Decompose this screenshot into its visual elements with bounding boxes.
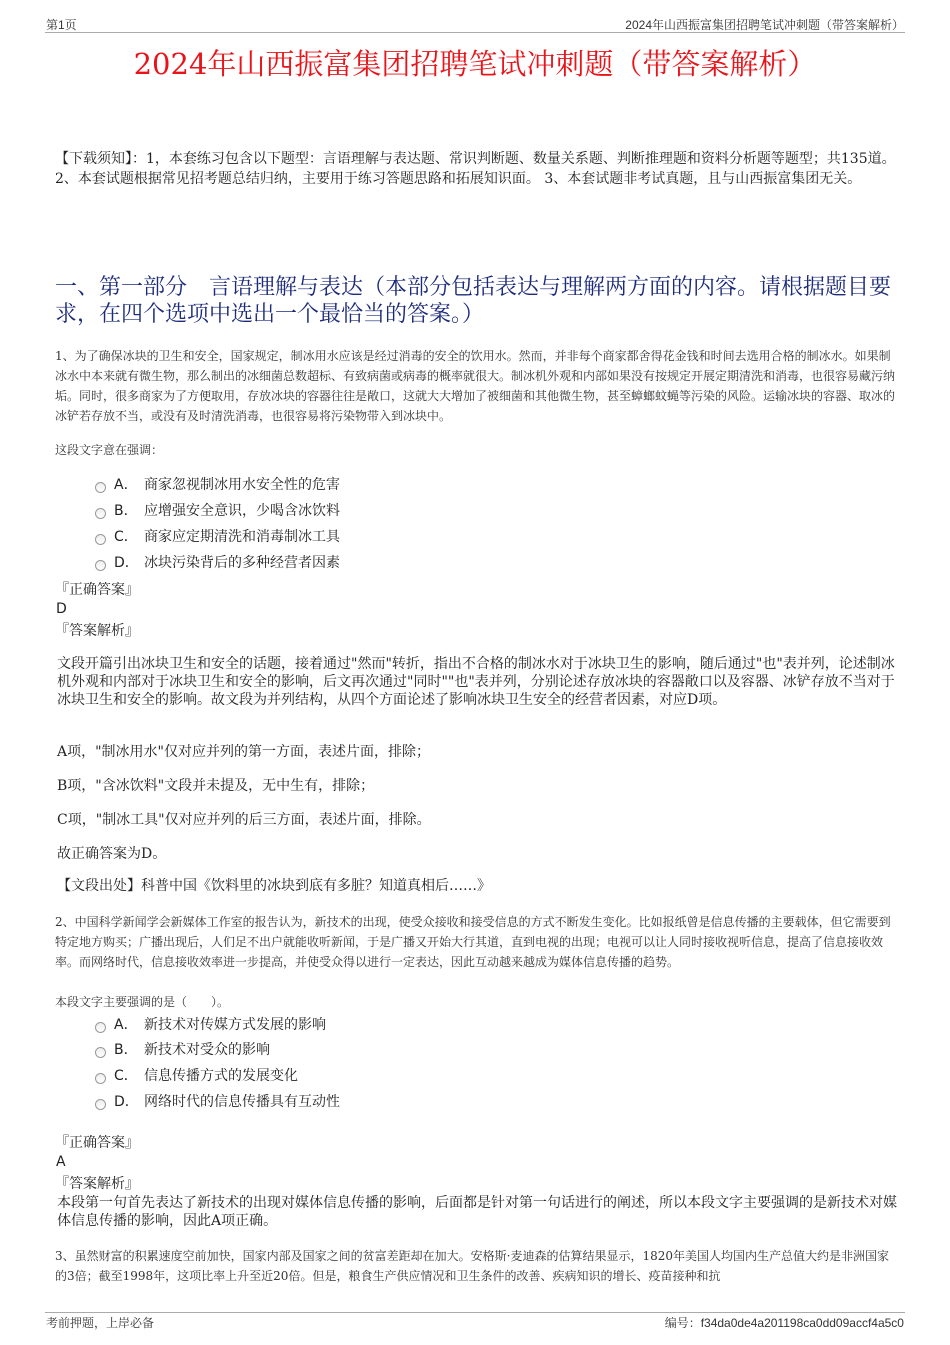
- q2-option-a[interactable]: A． 新技术对传媒方式发展的影响: [95, 1015, 326, 1035]
- radio-icon[interactable]: [95, 1073, 106, 1084]
- header-divider: [45, 32, 905, 33]
- q1-option-d[interactable]: D． 冰块污染背后的多种经营者因素: [95, 553, 340, 573]
- q2-option-c[interactable]: C． 信息传播方式的发展变化: [95, 1066, 298, 1086]
- q1-answer-heading: 『正确答案』: [55, 582, 139, 598]
- page-title: 2024年山西振富集团招聘笔试冲刺题（带答案解析）: [133, 47, 817, 81]
- radio-icon[interactable]: [95, 1099, 106, 1110]
- q1-note-a: A项，"制冰用水"仅对应并列的第一方面，表述片面，排除；: [57, 744, 430, 760]
- q1-answer: D: [56, 601, 67, 617]
- q1-note-b: B项，"含冰饮料"文段并未提及，无中生有，排除；: [57, 778, 375, 794]
- q2-answer-heading: 『正确答案』: [55, 1135, 139, 1151]
- radio-icon[interactable]: [95, 508, 106, 519]
- q2-analysis-heading: 『答案解析』: [55, 1176, 139, 1192]
- radio-icon[interactable]: [95, 560, 106, 571]
- footer-divider: [45, 1312, 905, 1313]
- q2-option-d[interactable]: D． 网络时代的信息传播具有互动性: [95, 1092, 340, 1112]
- radio-icon[interactable]: [95, 1022, 106, 1033]
- q2-answer: A: [56, 1154, 66, 1170]
- q1-analysis: 文段开篇引出冰块卫生和安全的话题，接着通过"然而"转折，指出不合格的制冰水对于冰块卫生的影响，随后通过"也"表并列，论述制冰机外观和内部对于冰块卫生和安全的影响，后文再次通过"同时""也"表并列，分别论述存放冰块的容器敞口以及容器、冰铲存放不当对于冰块卫生和安全的影响。故文段为并列结构，从四个方面论述了影响冰块卫生安全的经营者因素，对应D项。: [57, 656, 895, 708]
- q1-analysis-heading: 『答案解析』: [55, 623, 139, 639]
- q1-source: 【文段出处】科普中国《饮料里的冰块到底有多脏？知道真相后……》: [57, 878, 491, 894]
- page-number: 第1页: [46, 18, 77, 32]
- header-doc-title: 2024年山西振富集团招聘笔试冲刺题（带答案解析）: [625, 18, 904, 32]
- section-heading: 一、第一部分 言语理解与表达（本部分包括表达与理解两方面的内容。请根据题目要求，在四个选项中选出一个最恰当的答案。）: [55, 275, 892, 327]
- document-code: 编号：f34da0de4a201198ca0dd09accf4a5c0: [664, 1316, 904, 1330]
- question-2-stem: 2、中国科学新闻学会新媒体工作室的报告认为，新技术的出现，使受众接收和接受信息的方式不断发生变化。比如报纸曾是信息传播的主要载体，但它需要到特定地方购买；广播出现后，人们足不出户就能收听新闻，于是广播又开始大行其道，直到电视的出现；电视可以让人同时接收视听信息，提高了信息接收效率。而网络时代，信息接收效率进一步提高，并使受众得以进行一定表达，因此互动越来越成为媒体信息传播的趋势。: [55, 915, 891, 969]
- q1-option-a[interactable]: A． 商家忽视制冰用水安全性的危害: [95, 475, 340, 495]
- q1-note-c: C项，"制冰工具"仅对应并列的后三方面，表述片面，排除。: [57, 812, 431, 828]
- footer-slogan: 考前押题，上岸必备: [46, 1316, 155, 1330]
- q2-option-b[interactable]: B． 新技术对受众的影响: [95, 1040, 270, 1060]
- question-2-prompt: 本段文字主要强调的是（ ）。: [55, 995, 230, 1009]
- radio-icon[interactable]: [95, 534, 106, 545]
- download-notice: 【下载须知】：1，本套练习包含以下题型：言语理解与表达题、常识判断题、数量关系题、判断推理题和资料分析题等题型；共135道。2、本套试题根据常见招考题总结归纳，主要用于练习答题思路和拓展知识面。 3、本套试题非考试真题，且与山西振富集团无关。: [55, 151, 896, 187]
- question-3-stem: 3、虽然财富的积累速度空前加快，国家内部及国家之间的贫富差距却在加大。安格斯·麦迪森的估算结果显示，1820年美国人均国内生产总值大约是非洲国家的3倍；截至1998年，这项比率上升至近20倍。但是，粮食生产供应情况和卫生条件的改善、疾病知识的增长、疫苗接种和抗: [55, 1249, 889, 1283]
- q1-option-c[interactable]: C． 商家应定期清洗和消毒制冰工具: [95, 527, 340, 547]
- radio-icon[interactable]: [95, 1047, 106, 1058]
- radio-icon[interactable]: [95, 482, 106, 493]
- q1-conclusion: 故正确答案为D。: [57, 846, 167, 862]
- question-1-prompt: 这段文字意在强调：: [55, 443, 164, 457]
- q1-option-b[interactable]: B． 应增强安全意识，少喝含冰饮料: [95, 501, 340, 521]
- q2-analysis: 本段第一句首先表达了新技术的出现对媒体信息传播的影响，后面都是针对第一句话进行的阐述，所以本段文字主要强调的是新技术对媒体信息传播的影响，因此A项正确。: [57, 1195, 897, 1229]
- question-1-stem: 1、为了确保冰块的卫生和安全，国家规定，制冰用水应该是经过消毒的安全的饮用水。然而，并非每个商家都舍得花金钱和时间去选用合格的制冰水。如果制冰水中本来就有微生物，那么制出的冰细菌总数超标、有致病菌或病毒的概率就很大。制冰机外观和内部如果没有按规定开展定期清洗和消毒，也很容易藏污纳垢。同时，很多商家为了方便取用，存放冰块的容器往往是敞口，这就大大增加了被细菌和其他微生物，甚至蟑螂蚊蝇等污染的风险。运输冰块的容器、取冰的冰铲若存放不当，或没有及时清洗消毒，也很容易将污染物带入到冰块中。: [55, 349, 896, 423]
